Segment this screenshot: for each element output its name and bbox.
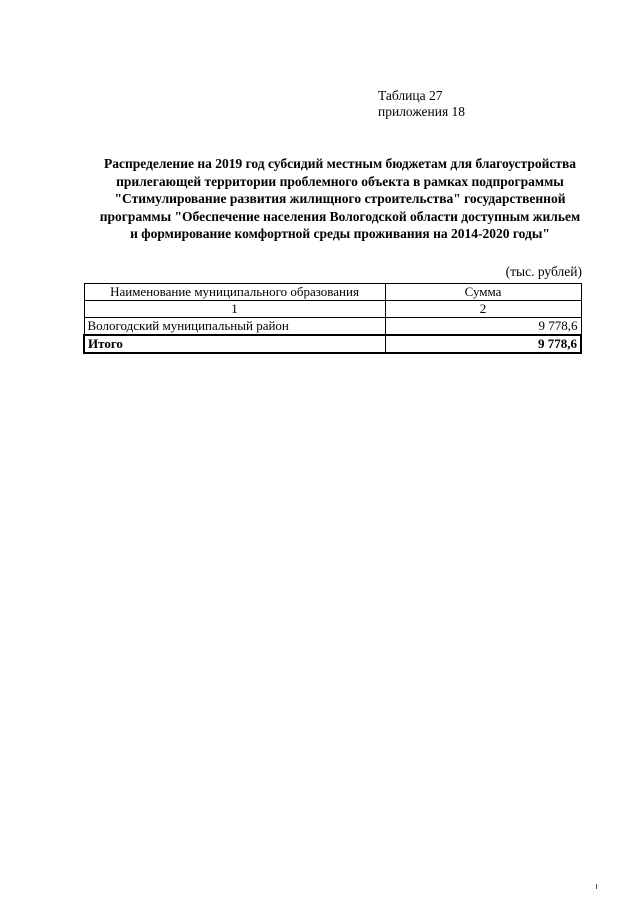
table-reference xyxy=(378,88,465,120)
total-value: 9 778,6 xyxy=(385,335,581,353)
document-title xyxy=(60,155,620,243)
total-label: Итого xyxy=(84,335,385,353)
total-row xyxy=(84,335,581,353)
municipality-name: Вологодский муниципальный район xyxy=(84,318,385,336)
column-number-row xyxy=(84,301,581,318)
title-line: "Стимулирование развития жилищного строительства" государственной xyxy=(114,191,566,206)
amount-value: 9 778,6 xyxy=(385,318,581,336)
title-line: программы "Обеспечение населения Вологодской области доступным жильем xyxy=(99,208,581,224)
table-row xyxy=(84,318,581,336)
column-number: 1 xyxy=(84,301,385,318)
units-label: (тыс. рублей) xyxy=(505,264,582,279)
column-header-name: Наименование муниципального образования xyxy=(84,284,385,301)
subsidy-table xyxy=(83,283,582,354)
table-number: Таблица 27 xyxy=(378,88,443,103)
column-number: 2 xyxy=(385,301,581,318)
scan-mark xyxy=(596,884,597,889)
column-header-amount: Сумма xyxy=(385,284,581,301)
appendix-reference: приложения 18 xyxy=(378,104,466,119)
title-line: и формирование комфортной среды проживания на 2014-2020 годы" xyxy=(130,226,550,241)
title-line: Распределение на 2019 год субсидий местным бюджетам для благоустройства xyxy=(103,156,577,171)
title-line: прилегающей территории проблемного объекта в рамках подпрограммы xyxy=(116,173,564,189)
table-header-row xyxy=(84,284,581,301)
